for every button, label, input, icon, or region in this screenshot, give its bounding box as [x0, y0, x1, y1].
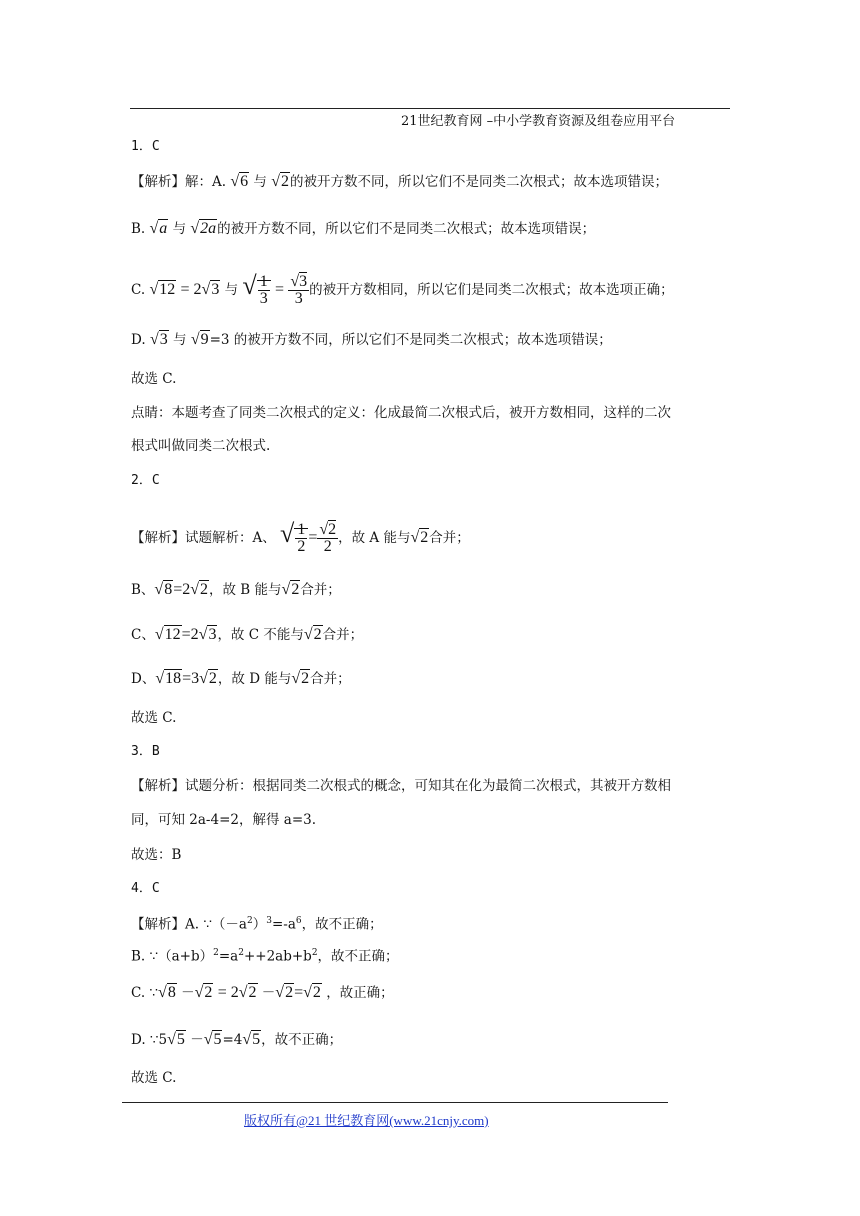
q2-option-a: 【解析】试题解析：A、 √ $\frac{1}{2}$ = $\frac{√2}{2}$ ，故 A 能与√2合并；	[131, 519, 470, 555]
sqrt-2: √2	[410, 529, 429, 546]
q1-option-d: D. √3 与 √9=3 的被开方数不同，所以它们不是同类二次根式；故本选项错误；	[131, 331, 612, 348]
sqrt-2: √2	[271, 173, 289, 190]
q1-option-b: B. √a 与 √2a的被开方数不同，所以它们不是同类二次根式；故本选项错误；	[131, 220, 596, 237]
sqrt-5: √5	[242, 1031, 261, 1048]
q4-conclusion: 故选 C.	[131, 1070, 177, 1086]
header-platform-text: 21世纪教育网 –中小学教育资源及组卷应用平台	[401, 114, 676, 129]
q1-answer: 1．C	[131, 139, 160, 154]
sqrt-2: √2	[238, 984, 257, 1001]
footer-rule	[122, 1102, 668, 1103]
sqrt-2: √2	[303, 984, 321, 1001]
q2-conclusion: 故选 C.	[131, 710, 177, 726]
q1-note-line1: 点睛：本题考查了同类二次根式的定义：化成最简二次根式后，被开方数相同，这样的二次	[131, 405, 671, 421]
q4-option-a: 【解析】A. $\because(-a^2)^3=-a^6$，故不正确；	[131, 916, 383, 933]
sqrt-6: √6	[230, 173, 249, 190]
sqrt-2: √2	[281, 581, 300, 598]
footer-copyright-link[interactable]: 版权所有@21 世纪教育网(www.21cnjy.com)	[244, 1113, 489, 1128]
sqrt-5: √5	[167, 1031, 185, 1048]
sqrt-2a: √2a	[190, 220, 217, 237]
sqrt-3: √3	[198, 626, 217, 643]
q1-option-a: 【解析】解：A. √6 与 √2的被开方数不同，所以它们不是同类二次根式；故本选项错误；	[131, 173, 668, 190]
q3-line2: 同，可知 2a-4=2，解得 a=3.	[131, 812, 317, 828]
q2-option-d: D、√18=3√2，故 D 能与√2合并；	[131, 670, 351, 687]
sqrt-2: √2	[291, 670, 310, 687]
q2-answer: 2．C	[131, 473, 160, 488]
sqrt-18: √18	[155, 670, 182, 687]
q4-option-d: D. ∵5√5 －√5=4√5，故不正确；	[131, 1031, 343, 1048]
q1-label: 【解析】	[131, 174, 185, 190]
q1-conclusion: 故选 C.	[131, 371, 177, 387]
q4-option-c: C. ∵√8 －√2 = 2√2 －√2=√2 ，故正确；	[131, 984, 394, 1001]
sqrt-9: √9	[190, 331, 209, 348]
sqrt-12: √12	[154, 626, 181, 643]
q2-option-b: B、√8=2√2，故 B 能与√2合并；	[131, 581, 341, 598]
sqrt-2: √2	[199, 670, 217, 687]
sqrt-8: √8	[154, 581, 173, 598]
sqrt-3: √3	[201, 281, 220, 298]
sqrt-frac-1-2: √ $\frac{1}{2}$	[280, 518, 308, 555]
sqrt-8: √8	[158, 984, 176, 1001]
sqrt-2: √2	[194, 984, 213, 1001]
sqrt-12: √12	[149, 281, 176, 298]
frac-sqrt2-2: $\frac{√2}{2}$	[319, 521, 337, 555]
q4-answer: 4．C	[131, 881, 160, 896]
q1-option-c: C. √12 = 2√3 与 √ $\frac{1}{3}$ = $\frac{√3}{3}$ 的被开方数相同，所以它们是同类二次根式；故本选项正确；	[131, 271, 674, 307]
sqrt-5: √5	[203, 1031, 222, 1048]
q3-line1: 【解析】试题分析：根据同类二次根式的概念，可知其在化为最简二次根式，其被开方数相	[131, 778, 671, 794]
sqrt-3: √3	[149, 331, 168, 348]
q3-answer: 3．B	[131, 744, 160, 759]
q2-option-c: C、√12=2√3，故 C 不能与√2合并；	[131, 626, 364, 643]
frac-sqrt3-3: $\frac{√3}{3}$	[290, 273, 308, 307]
header-rule	[130, 108, 730, 109]
q3-conclusion: 故选：B	[131, 847, 182, 863]
q1-note-line2: 根式叫做同类二次根式.	[131, 438, 271, 454]
sqrt-2: √2	[275, 984, 294, 1001]
sqrt-2: √2	[190, 581, 209, 598]
sqrt-a: √a	[149, 220, 168, 237]
sqrt-2: √2	[303, 626, 322, 643]
q4-option-b: B. $\because(a+b)^2=a^2++2ab+b^2$，故不正确；	[131, 948, 399, 965]
sqrt-frac-1-3: √ $\frac{1}{3}$	[242, 270, 270, 307]
